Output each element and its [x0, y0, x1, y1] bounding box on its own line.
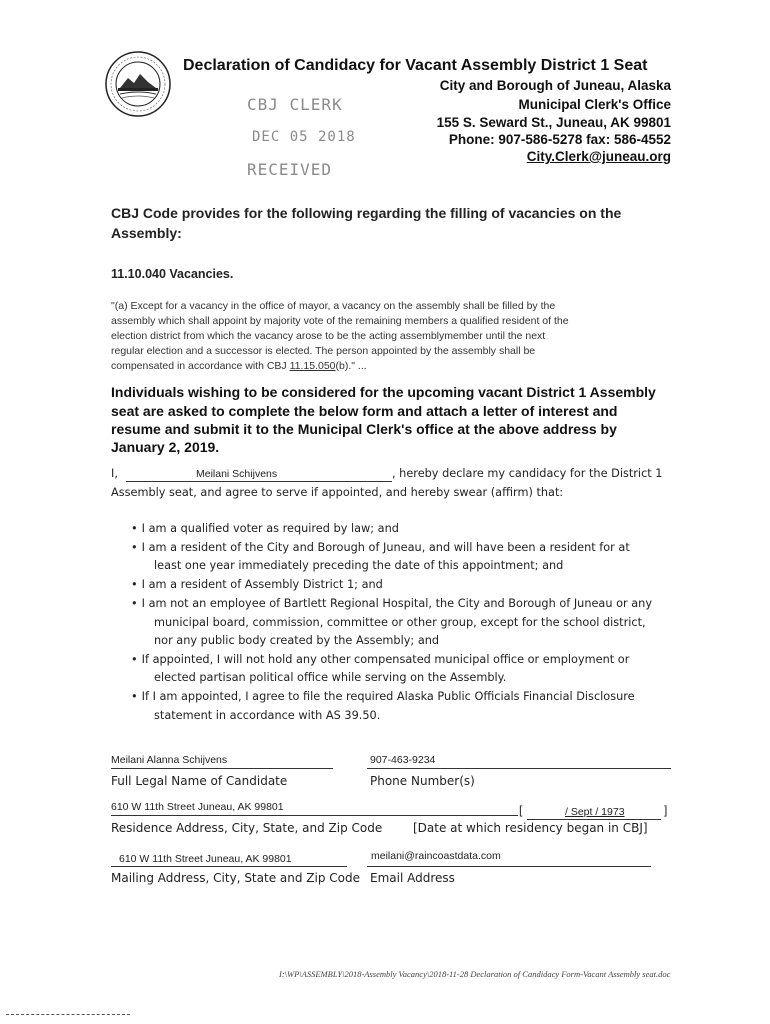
phone-label: Phone Number(s)	[370, 774, 475, 788]
qualification-bullet-4: • I am not an employee of Bartlett Regional Hospital, the City and Borough of Juneau or any	[131, 597, 653, 610]
org-line-2: Municipal Clerk's Office	[518, 97, 671, 112]
code-text-line-4: regular election and a successor is elected. The person appointed by the assembly shall be	[111, 345, 536, 357]
phone-line	[367, 768, 671, 769]
residency-date-label: [Date at which residency began in CBJ]	[413, 821, 648, 835]
clerk-email-link[interactable]: City.Clerk@juneau.org	[526, 149, 671, 164]
qualification-bullet-4-cont-2: nor any public body created by the Assembly; and	[154, 634, 440, 647]
bullet-text: I am a resident of Assembly District 1; and	[141, 578, 383, 591]
cbj-seal-logo	[104, 50, 172, 118]
residency-date-line	[527, 819, 661, 820]
code-text-pre: compensated in accordance with CBJ	[111, 360, 290, 372]
qualification-bullet-5-cont: elected partisan political office while serving on the Assembly.	[154, 671, 507, 684]
candidate-name-fill[interactable]: Meilani Schijvens	[196, 468, 278, 480]
bullet-text: I am a resident of the City and Borough of Juneau, and will have been a resident for at	[141, 541, 630, 554]
qualification-bullet-6: • If I am appointed, I agree to file the required Alaska Public Officials Financial Disclosure	[131, 690, 635, 703]
residence-address-field[interactable]: 610 W 11th Street Juneau, AK 99801	[111, 801, 284, 813]
phone-field[interactable]: 907-463-9234	[370, 754, 436, 766]
residence-address-line	[111, 815, 518, 816]
code-text-line-5	[111, 360, 367, 372]
residency-date-field[interactable]: / Sept / 1973	[565, 806, 625, 818]
instructions-line-3: resume and submit it to the Municipal Clerk's office at the above address by	[111, 421, 617, 437]
bullet-text: I am not an employee of Bartlett Regional Hospital, the City and Borough of Juneau or any	[141, 597, 653, 610]
file-path-footer: I:\WP\ASSEMBLY\2018-Assembly Vacancy\2018-11-28 Declaration of Candidacy Form-Vacant Assembly seat.doc	[279, 969, 671, 979]
qualification-bullet-5: • If appointed, I will not hold any other compensated municipal office or employment or	[131, 653, 630, 666]
mailing-address-label: Mailing Address, City, State and Zip Code	[111, 871, 360, 885]
residency-bracket-open: [	[519, 803, 523, 817]
qualification-bullet-1: • I am a qualified voter as required by law; and	[131, 522, 399, 535]
code-text-line-1: "(a) Except for a vacancy in the office of mayor, a vacancy on the assembly shall be filled by the	[111, 300, 556, 312]
qualification-bullet-6-cont: statement in accordance with AS 39.50.	[154, 709, 381, 722]
full-name-label: Full Legal Name of Candidate	[111, 774, 288, 788]
mailing-address-field[interactable]: 610 W 11th Street Juneau, AK 99801	[119, 853, 292, 865]
email-label: Email Address	[370, 871, 455, 885]
instructions-line-4: January 2, 2019.	[111, 439, 220, 455]
full-name-line	[111, 768, 333, 769]
instructions-line-2: seat are asked to complete the below form and attach a letter of interest and	[111, 403, 618, 419]
declaration-suffix: , hereby declare my candidacy for the District 1	[392, 467, 663, 480]
qualification-bullet-3: • I am a resident of Assembly District 1; and	[131, 578, 383, 591]
qualification-bullet-2: • I am a resident of the City and Borough of Juneau, and will have been a resident for at	[131, 541, 630, 554]
code-heading-line-2: Assembly:	[111, 225, 182, 241]
email-line	[367, 866, 651, 867]
bullet-text: If I am appointed, I agree to file the required Alaska Public Officials Financial Disclosure	[141, 690, 635, 703]
section-number: 11.10.040 Vacancies.	[111, 267, 234, 281]
code-heading-line-1: CBJ Code provides for the following regarding the filling of vacancies on the	[111, 205, 622, 221]
org-line-4: Phone: 907-586-5278 fax: 586-4552	[448, 132, 671, 147]
received-stamp-line-1: CBJ CLERK	[247, 95, 343, 114]
candidate-name-line	[126, 481, 392, 482]
qualification-bullet-2-cont: least one year immediately preceding the date of this appointment; and	[154, 559, 564, 572]
footer-rule	[6, 1014, 130, 1015]
code-reference-link[interactable]: 11.15.050	[289, 360, 336, 372]
document-title: Declaration of Candidacy for Vacant Assembly District 1 Seat	[183, 57, 648, 74]
org-line-3: 155 S. Seward St., Juneau, AK 99801	[436, 115, 671, 130]
mailing-address-line	[111, 866, 347, 867]
qualification-bullet-4-cont-1: municipal board, commission, committee or other group, except for the school district,	[154, 616, 646, 629]
org-line-1: City and Borough of Juneau, Alaska	[439, 78, 671, 93]
received-stamp-line-3: RECEIVED	[247, 160, 333, 179]
code-text-line-3: election district from which the vacancy arose to be the acting assemblymember until the next	[111, 330, 546, 342]
declaration-prefix: I,	[111, 467, 118, 480]
code-text-line-2: assembly which shall appoint by majority vote of the remaining members a qualified resident of the	[111, 315, 569, 327]
bullet-text: If appointed, I will not hold any other compensated municipal office or employment or	[141, 653, 630, 666]
full-name-field[interactable]: Meilani Alanna Schijvens	[111, 754, 228, 766]
instructions-line-1: Individuals wishing to be considered for the upcoming vacant District 1 Assembly	[111, 384, 656, 400]
declaration-line-2: Assembly seat, and agree to serve if appointed, and hereby swear (affirm) that:	[111, 486, 564, 499]
residency-bracket-close: ]	[664, 803, 668, 817]
residence-address-label: Residence Address, City, State, and Zip Code	[111, 821, 383, 835]
code-text-post: (b)." ...	[335, 360, 367, 372]
email-field[interactable]: meilani@raincoastdata.com	[371, 850, 501, 862]
received-stamp-date: DEC 05 2018	[252, 129, 356, 145]
bullet-text: I am a qualified voter as required by law; and	[141, 522, 399, 535]
